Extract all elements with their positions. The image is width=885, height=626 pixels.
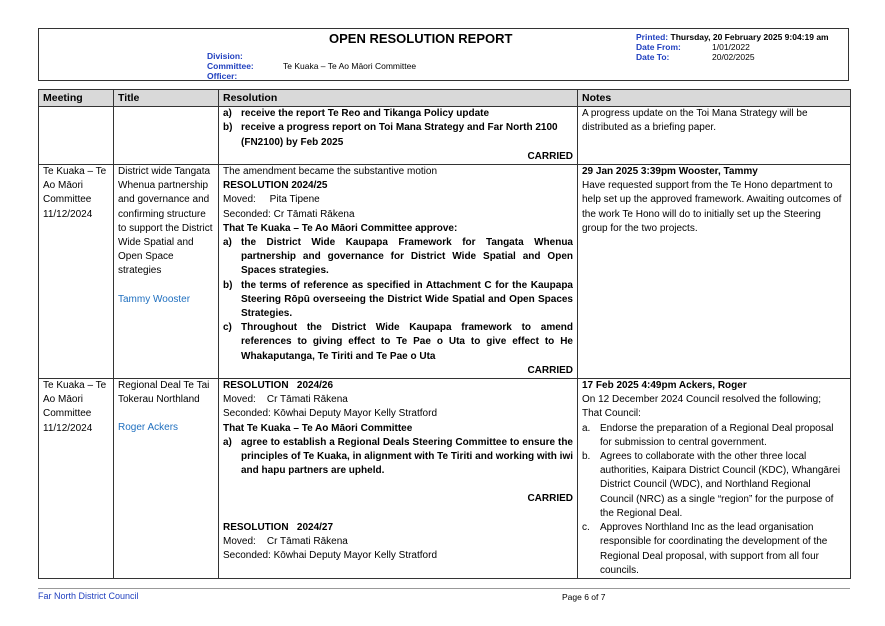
table-row	[39, 379, 851, 579]
meeting-cell: Te Kuaka – Te Ao Māori Committee 11/12/2024	[39, 165, 114, 379]
title-cell	[114, 107, 219, 165]
footer-council: Far North District Council	[38, 591, 139, 601]
carried-label: CARRIED	[527, 493, 573, 505]
footer-divider	[38, 588, 850, 589]
resolution-item: c) Throughout the District Wide Kaupapa framework to amend references to giving effect to Te Pae o Uta to give effect to He Whakaputanga, Te Tiriti and Te Pae o Uta	[223, 322, 573, 362]
committee-label: Committee:	[207, 61, 254, 71]
resolution-number: RESOLUTION 2024/26	[223, 380, 334, 392]
committee-value: Te Kuaka – Te Ao Māori Committee	[283, 61, 417, 71]
table-row	[39, 107, 851, 165]
notes-cell	[578, 379, 851, 579]
notes-item: a. Endorse the preparation of a Regional Deal proposal for submission to central government.	[582, 422, 834, 448]
officer-link[interactable]: Tammy Wooster	[118, 293, 191, 305]
notes-item: c. Approves Northland Inc as the lead organisation responsible for coordinating the development of the Regional Deal proposal, with support from all four councils.	[582, 522, 828, 576]
date-from-value: 1/01/2022	[712, 42, 750, 52]
resolution-cell	[219, 165, 578, 379]
table-row	[39, 165, 851, 379]
resolution-item: a) agree to establish a Regional Deals Steering Committee to ensure the principles of Te Kuaka, in alignment with Te Tiriti and working with iwi and hapu partners are upheld.	[223, 436, 573, 477]
header-meeting: Meeting	[39, 90, 114, 107]
seconded-text: Seconded: Kōwhai Deputy Mayor Kelly Stratford	[223, 408, 437, 420]
amendment-intro: The amendment became the substantive motion	[223, 166, 438, 178]
resolution-item: b) receive a progress report on Toi Mana Strategy and Far North 2100 (FN2100) by Feb 2025	[223, 122, 558, 148]
carried-label: CARRIED	[527, 364, 573, 376]
title-text: Regional Deal Te Tai Tokerau Northland	[118, 380, 210, 406]
resolution-item: a) the District Wide Kaupapa Framework for Tangata Whenua partnership and governance for District Wide Spatial and Open Spaces strategies.	[223, 237, 573, 277]
approve-text: That Te Kuaka – Te Ao Māori Committee	[223, 422, 413, 434]
approve-text: That Te Kuaka – Te Ao Māori Committee approve:	[223, 222, 458, 234]
resolution-item: a) receive the report Te Reo and Tikanga Policy update	[223, 108, 490, 120]
resolution-table	[38, 89, 851, 579]
notes-heading: 17 Feb 2025 4:49pm Ackers, Roger	[582, 380, 747, 392]
title-cell	[114, 379, 219, 579]
division-label: Division:	[207, 51, 243, 61]
printed-value: Thursday, 20 February 2025 9:04:19 am	[670, 32, 829, 42]
resolution-cell	[219, 379, 578, 579]
meeting-cell	[39, 107, 114, 165]
notes-line: On 12 December 2024 Council resolved the following;	[582, 394, 822, 406]
carried-label: CARRIED	[527, 150, 573, 162]
resolution-item: b) the terms of reference as specified in Attachment C for the Kaupapa Steering Rōpū overseeing the District Wide Spatial and Open Spaces Strategies.	[223, 279, 573, 320]
table-header-row	[39, 90, 851, 107]
header-title: Title	[114, 90, 219, 107]
meeting-cell: Te Kuaka – Te Ao Māori Committee 11/12/2024	[39, 379, 114, 579]
notes-body: Have requested support from the Te Hono department to help set up the approved framework. Awaiting outcomes of the work Te Hono will do to initially set up the Steering group for the two projects.	[582, 180, 842, 234]
officer-label: Officer:	[207, 71, 238, 81]
title-cell	[114, 165, 219, 379]
resolution-number: RESOLUTION 2024/27	[223, 521, 334, 533]
moved-text: Moved: Cr Tāmati Rākena	[223, 535, 348, 547]
moved-text: Moved: Pita Tipene	[223, 194, 320, 206]
notes-item: b. Agrees to collaborate with the other three local authorities, Kaipara District Council (KDC), Whangārei District Council (WDC), and Northland Regional Council (NRC) as a single “region” for the purpose of the Regional Deal.	[582, 451, 841, 519]
date-to-label: Date To:	[636, 52, 670, 62]
report-meta-right	[636, 32, 846, 62]
notes-line: That Council:	[582, 408, 641, 420]
resolution-cell	[219, 107, 578, 165]
date-to-value: 20/02/2025	[712, 52, 755, 62]
report-meta-left	[207, 51, 416, 81]
officer-link[interactable]: Roger Ackers	[118, 422, 179, 434]
header-notes: Notes	[578, 90, 851, 107]
resolution-number: RESOLUTION 2024/25	[223, 180, 328, 192]
report-header	[38, 28, 849, 81]
seconded-text: Seconded: Cr Tāmati Rākena	[223, 208, 355, 220]
date-from-label: Date From:	[636, 42, 681, 52]
notes-heading: 29 Jan 2025 3:39pm Wooster, Tammy	[582, 166, 758, 178]
header-resolution: Resolution	[219, 90, 578, 107]
notes-cell	[578, 165, 851, 379]
printed-label: Printed:	[636, 32, 669, 42]
title-text: District wide Tangata Whenua partnership and governance and confirming structure to support the District Wide Spatial and Open Space strategies	[118, 166, 213, 277]
notes-cell: A progress update on the Toi Mana Strategy will be distributed as a briefing paper.	[578, 107, 851, 165]
moved-text: Moved: Cr Tāmati Rākena	[223, 394, 348, 406]
report-title: OPEN RESOLUTION REPORT	[329, 31, 513, 46]
footer-page-number: Page 6 of 7	[562, 592, 606, 602]
seconded-text: Seconded: Kōwhai Deputy Mayor Kelly Stratford	[223, 550, 437, 562]
